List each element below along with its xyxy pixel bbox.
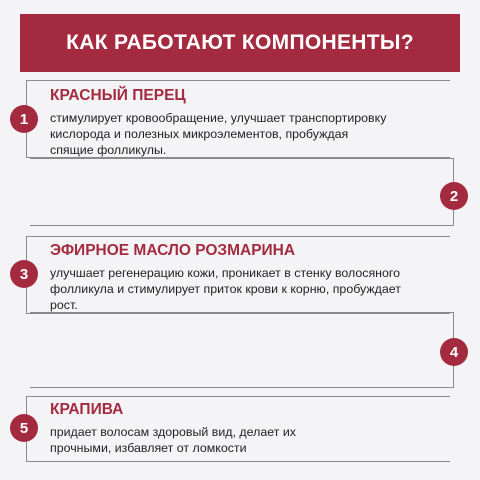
number-badge: 3: [10, 260, 38, 288]
description-line: фолликула и стимулирует приток крови к корню, пробуждает: [50, 282, 401, 296]
number-badge: 1: [10, 105, 38, 133]
component-description: [50, 424, 450, 456]
number-badge: 5: [10, 414, 38, 442]
component-description: [50, 110, 450, 158]
component-title: ЭФИРНОЕ МАСЛО РОЗМАРИНА: [50, 242, 296, 259]
description-line: придает волосам здоровый вид, делает их: [50, 425, 296, 439]
description-line: улучшает регенерацию кожи, проникает в стенку волосяного: [50, 266, 401, 280]
description-line: спящие фолликулы.: [50, 143, 167, 157]
item-bracket: [30, 158, 454, 226]
page-title: КАК РАБОТАЮТ КОМПОНЕНТЫ?: [66, 31, 414, 54]
description-line: кислорода и полезных микроэлементов, пробуждая: [50, 127, 349, 141]
description-line: прочными, избавляет от ломкости: [50, 441, 247, 455]
number-badge: 4: [440, 338, 468, 366]
component-title: КРАПИВА: [50, 401, 124, 418]
description-line: рост.: [50, 298, 78, 312]
header-banner: [20, 14, 460, 72]
item-bracket: [30, 312, 454, 388]
component-title: КРАСНЫЙ ПЕРЕЦ: [50, 87, 186, 104]
description-line: стимулирует кровообращение, улучшает транспортировку: [50, 111, 387, 125]
component-description: [50, 265, 460, 313]
number-badge: 2: [440, 182, 468, 210]
